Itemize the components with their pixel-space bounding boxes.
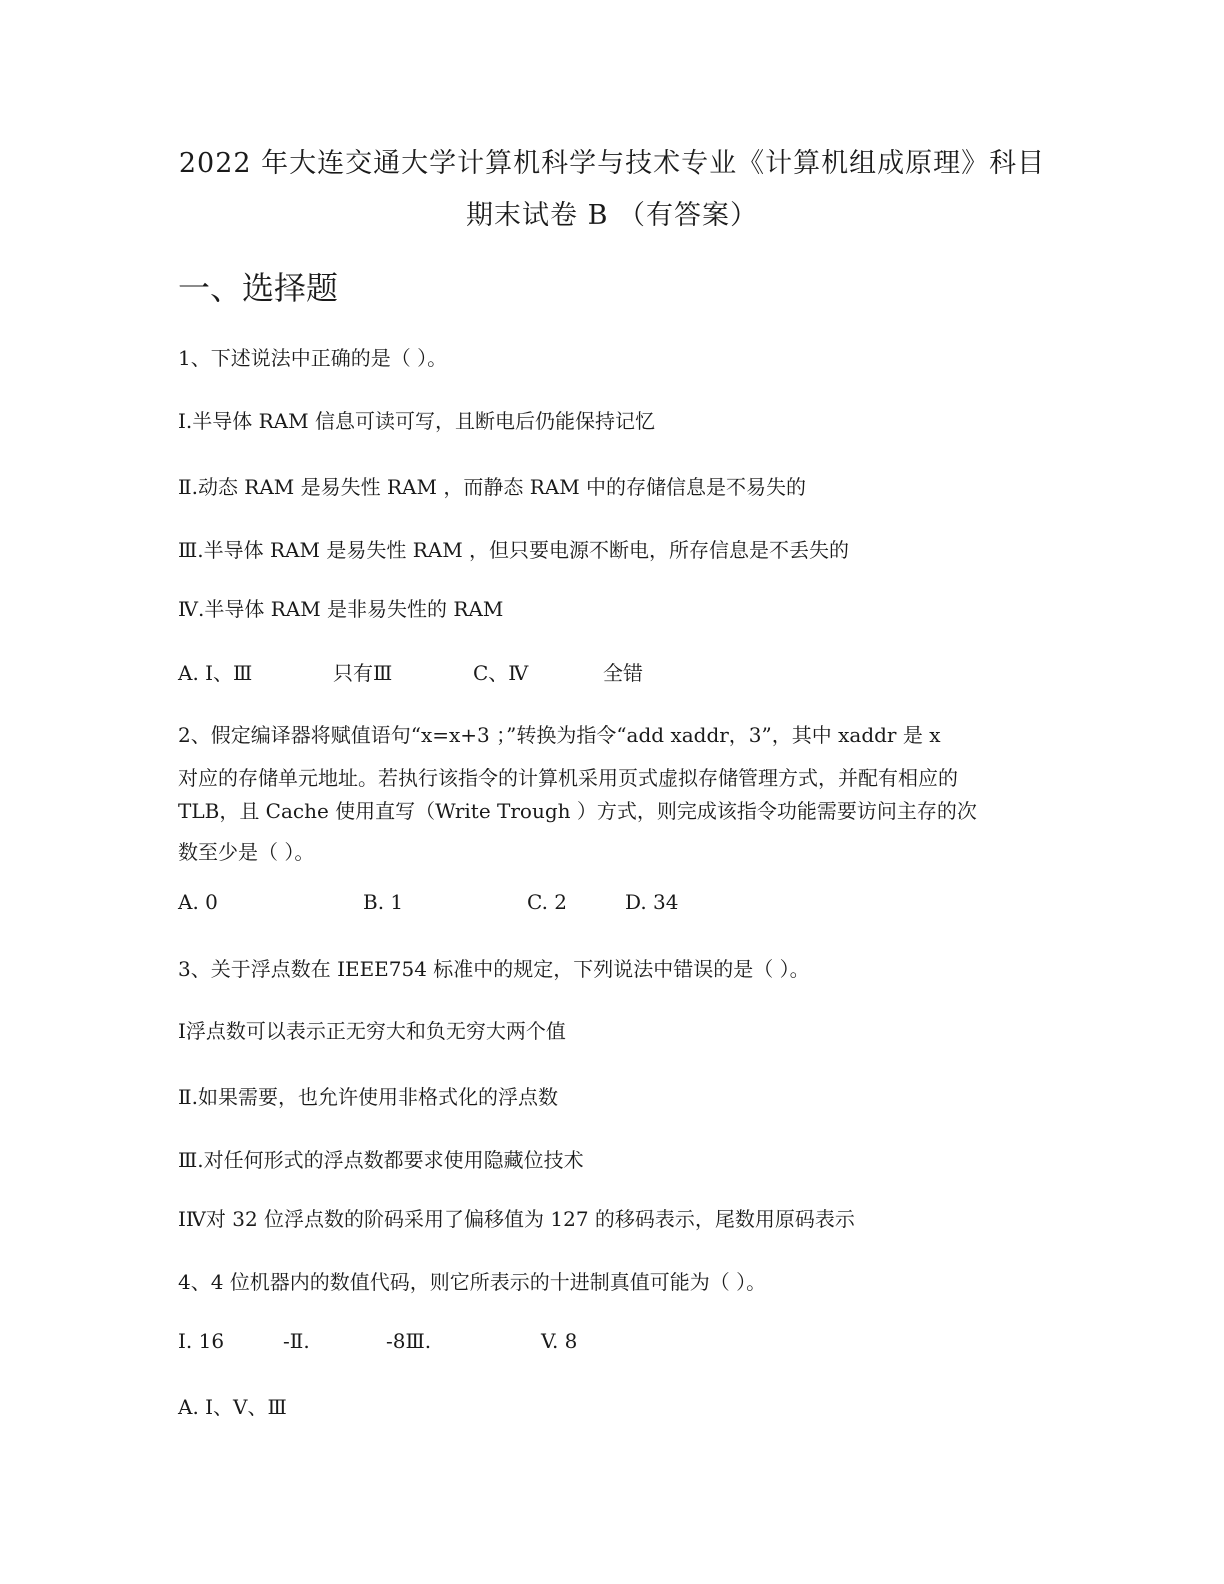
question-3-item-4: IⅣ对 32 位浮点数的阶码采用了偏移值为 127 的移码表示，尾数用原码表示 xyxy=(178,1207,855,1231)
question-2-stem-line-2: 对应的存储单元地址。若执行该指令的计算机采用页式虚拟存储管理方式，并配有相应的 xyxy=(178,766,958,790)
question-4-stem: 4、4 位机器内的数值代码，则它所表示的十进制真值可能为（ ）。 xyxy=(178,1270,767,1294)
question-1-item-2: Ⅱ.动态 RAM 是易失性 RAM ，而静态 RAM 中的存储信息是不易失的 xyxy=(178,475,807,499)
question-4-item-3: -8Ⅲ. xyxy=(386,1329,432,1353)
question-2-option-b: B. 1 xyxy=(363,890,404,914)
question-1-item-4: Ⅳ.半导体 RAM 是非易失性的 RAM xyxy=(178,597,504,621)
document-title-line-2: 期末试卷 B （有答案） xyxy=(465,200,758,231)
question-4-answer-line: A. I、V、Ⅲ xyxy=(178,1395,287,1419)
question-1-item-3: Ⅲ.半导体 RAM 是易失性 RAM ，但只要电源不断电，所存信息是不丢失的 xyxy=(178,538,850,562)
question-2-option-d: D. 34 xyxy=(625,890,679,914)
question-1-item-1: I.半导体 RAM 信息可读可写，且断电后仍能保持记忆 xyxy=(178,409,655,433)
question-4-item-4: V. 8 xyxy=(541,1329,578,1353)
question-1-option-d: 全错 xyxy=(603,661,643,685)
question-2-option-c: C. 2 xyxy=(527,890,568,914)
question-4-item-1: I. 16 xyxy=(178,1329,225,1353)
question-2-stem-line-1: 2、假定编译器将赋值语句“x=x+3 ；”转换为指令“add xaddr，3”，其中 xaddr 是 x xyxy=(178,723,941,747)
question-1-option-a: A. I、Ⅲ xyxy=(178,661,253,685)
question-1-stem: 1、下述说法中正确的是（ ）。 xyxy=(178,346,448,370)
question-1-option-b: 只有Ⅲ xyxy=(333,661,393,685)
question-2-stem-line-4: 数至少是（ ）。 xyxy=(178,840,315,864)
question-2-stem-line-3: TLB，且 Cache 使用直写（Write Trough ）方式，则完成该指令功能需要访问主存的次 xyxy=(178,799,977,823)
question-3-item-1: I浮点数可以表示正无穷大和负无穷大两个值 xyxy=(178,1019,566,1043)
question-3-item-3: Ⅲ.对任何形式的浮点数都要求使用隐藏位技术 xyxy=(178,1148,584,1172)
question-3-stem: 3、关于浮点数在 IEEE754 标准中的规定，下列说法中错误的是（ ）。 xyxy=(178,957,810,981)
question-1-option-c: C、Ⅳ xyxy=(473,661,529,685)
document-title-line-1: 2022 年大连交通大学计算机科学与技术专业《计算机组成原理》科目 xyxy=(178,148,1046,179)
question-4-item-2: -Ⅱ. xyxy=(283,1329,310,1353)
section-heading: 一、选择题 xyxy=(178,269,339,307)
question-2-option-a: A. 0 xyxy=(178,890,218,914)
question-3-item-2: Ⅱ.如果需要，也允许使用非格式化的浮点数 xyxy=(178,1085,558,1109)
